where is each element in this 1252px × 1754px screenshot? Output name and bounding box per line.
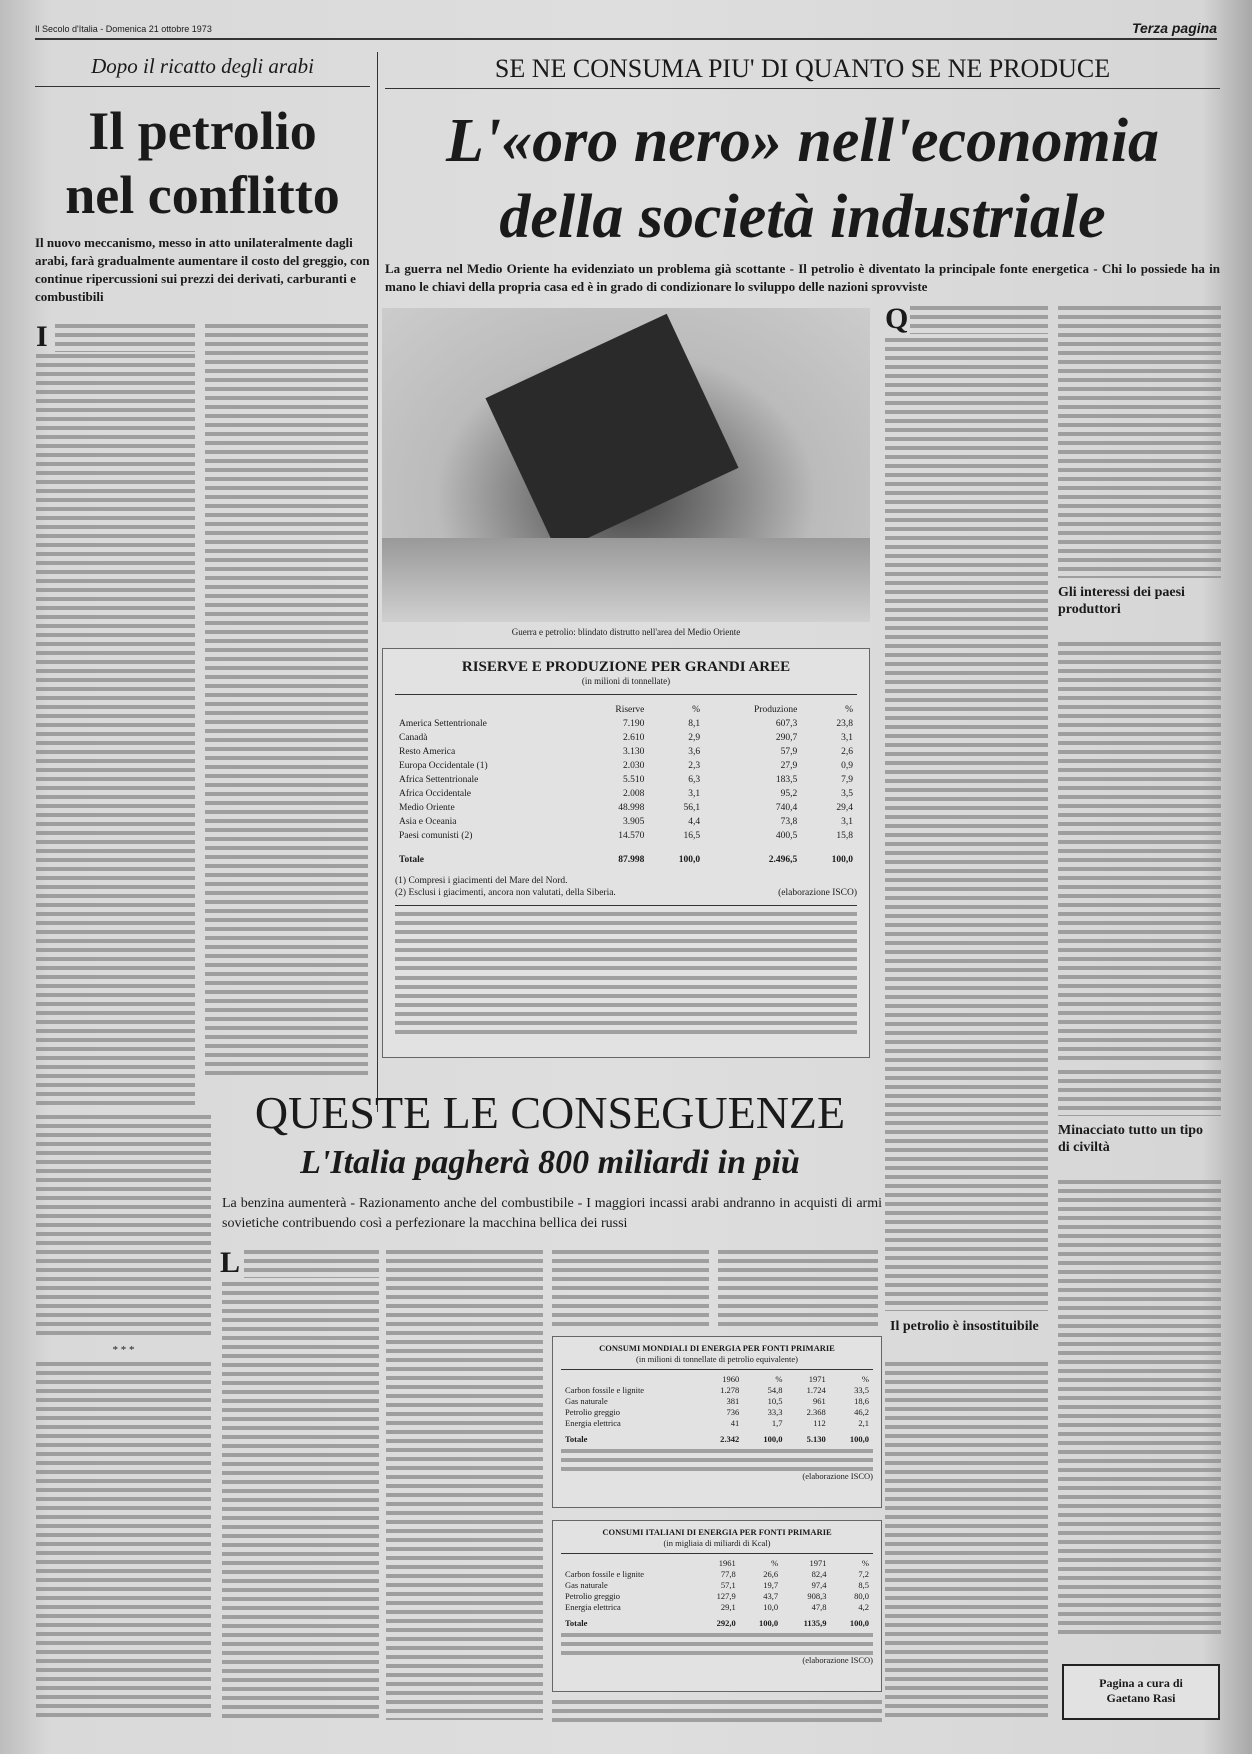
reserves-table-box bbox=[382, 648, 870, 1058]
table-cell: 7,2 bbox=[858, 1569, 869, 1579]
table-cell: 95,2 bbox=[780, 789, 798, 799]
table-title: RISERVE E PRODUZIONE PER GRANDI AREE bbox=[461, 659, 791, 675]
table-cell: 46,2 bbox=[854, 1407, 869, 1417]
table-source: (elaborazione ISCO) bbox=[802, 1655, 873, 1665]
table-cell: 3,5 bbox=[841, 789, 853, 799]
table-cell: 381 bbox=[726, 1396, 740, 1406]
page-header bbox=[35, 22, 1217, 36]
masthead-line: Il Secolo d'Italia - Domenica 21 ottobre 1973 bbox=[35, 24, 212, 34]
table-cell: 80,0 bbox=[854, 1591, 869, 1601]
main-title-2: della società industriale bbox=[499, 183, 1106, 251]
table-cell: 2,3 bbox=[688, 761, 701, 771]
article-body-text bbox=[36, 1362, 211, 1722]
table-row bbox=[561, 1418, 873, 1429]
table-cell: 1971 bbox=[809, 1558, 827, 1568]
article-body-text bbox=[36, 354, 195, 1110]
table-cell: 33,3 bbox=[767, 1407, 783, 1417]
bottom-title: QUESTE LE CONSEGUENZE bbox=[254, 1087, 846, 1138]
table-subtitle: (in milioni di tonnellate di petrolio equivalente) bbox=[636, 1354, 798, 1364]
table-cell: 29,4 bbox=[836, 803, 853, 813]
table-cell: % bbox=[861, 1374, 869, 1384]
table-cell: 48.998 bbox=[618, 803, 645, 813]
article-body-text bbox=[205, 324, 368, 1080]
table-cell: 736 bbox=[726, 1407, 740, 1417]
table-row bbox=[561, 1396, 873, 1407]
table-subtitle: (in milioni di tonnellate) bbox=[581, 676, 671, 686]
table-cell: 1961 bbox=[718, 1558, 736, 1568]
table-cell: 7.190 bbox=[623, 719, 645, 729]
table-total-row bbox=[395, 843, 857, 867]
divider bbox=[385, 88, 1220, 89]
table-row bbox=[561, 1385, 873, 1396]
left-title-1: Il petrolio bbox=[88, 101, 317, 161]
table-cell: Petrolio greggio bbox=[565, 1407, 621, 1417]
table-cell: 87.998 bbox=[618, 855, 645, 865]
italy-table bbox=[561, 1558, 873, 1629]
left-summary: Il nuovo meccanismo, messo in atto unilateralmente dagli arabi, farà gradualmente aumentare il costo del greggio, con continue ripercussioni sui prezzi dei derivati, carburanti e combustibili bbox=[35, 235, 370, 304]
table-cell: 292,0 bbox=[716, 1618, 736, 1628]
table-row bbox=[561, 1591, 873, 1602]
left-title-2: nel conflitto bbox=[65, 165, 340, 225]
table-cell: 19,7 bbox=[763, 1580, 779, 1590]
table-cell: 3.130 bbox=[623, 747, 645, 757]
table-cell: 26,6 bbox=[763, 1569, 779, 1579]
table-row bbox=[561, 1602, 873, 1613]
table-cell: 73,8 bbox=[780, 817, 798, 827]
table-cell: 3,1 bbox=[841, 733, 853, 743]
main-kicker: SE NE CONSUMA PIU' DI QUANTO SE NE PRODUCE bbox=[494, 54, 1111, 83]
bottom-summary: La benzina aumenterà - Razionamento anche del combustibile - I maggiori incassi arabi andranno in acquisti di armi sovietiche contribuendo così a perfezionare la macchina bellica dei russi bbox=[222, 1196, 882, 1231]
subhead: Minacciato tutto un tipo di civiltà bbox=[1058, 1123, 1204, 1155]
table-cell: 740,4 bbox=[775, 803, 798, 813]
table-cell: Totale bbox=[399, 855, 424, 865]
table-cell: Africa Occidentale bbox=[399, 789, 471, 799]
article-body-text bbox=[1058, 1070, 1221, 1116]
table-cell: 6,3 bbox=[688, 775, 701, 785]
header-rule bbox=[35, 38, 1217, 40]
ground bbox=[382, 538, 870, 622]
table-cell: 2.342 bbox=[720, 1434, 740, 1444]
table-cell: % bbox=[775, 1374, 783, 1384]
article-body-text bbox=[552, 1250, 709, 1328]
table-header-row bbox=[561, 1558, 873, 1569]
table-header-row bbox=[395, 703, 857, 717]
dropcap: L bbox=[220, 1246, 241, 1279]
table-cell: 961 bbox=[812, 1396, 826, 1406]
bottom-subtitle: L'Italia pagherà 800 miliardi in più bbox=[300, 1144, 800, 1181]
table-cell: 607,3 bbox=[775, 719, 798, 729]
article-body-text bbox=[561, 1449, 873, 1471]
left-kicker: Dopo il ricatto degli arabi bbox=[91, 54, 314, 78]
divider bbox=[35, 86, 370, 87]
table-source: (elaborazione ISCO) bbox=[778, 888, 857, 898]
table-row bbox=[395, 773, 857, 787]
table-cell: 2,9 bbox=[688, 733, 701, 743]
table-title: CONSUMI ITALIANI DI ENERGIA PER FONTI PRIMARIE bbox=[602, 1527, 832, 1537]
table-cell: 1960 bbox=[722, 1374, 740, 1384]
table-cell: 57,9 bbox=[780, 747, 798, 757]
table-cell: Africa Settentrionale bbox=[399, 775, 479, 785]
table-row bbox=[561, 1580, 873, 1591]
table-cell: 2.496,5 bbox=[768, 855, 798, 865]
table-cell: 100,0 bbox=[678, 855, 701, 865]
main-summary: La guerra nel Medio Oriente ha evidenziato un problema già scottante - Il petrolio è diventato la principale fonte energetica - Chi lo possiede ha in mano le chiavi della propria casa ed è in grado di condizionare lo sviluppo delle nazioni sprovviste bbox=[385, 261, 1220, 294]
table-row bbox=[395, 801, 857, 815]
table-note: (1) Compresi i giacimenti del Mare del Nord. bbox=[395, 876, 568, 886]
table-cell: 16,5 bbox=[683, 831, 701, 841]
table-title: CONSUMI MONDIALI DI ENERGIA PER FONTI PRIMARIE bbox=[599, 1343, 835, 1353]
table-row bbox=[395, 829, 857, 843]
table-total-row bbox=[561, 1613, 873, 1629]
table-cell: 100,0 bbox=[831, 855, 853, 865]
table-cell: 2.008 bbox=[623, 789, 645, 799]
table-cell: 1.278 bbox=[720, 1385, 740, 1395]
table-cell: 127,9 bbox=[716, 1591, 736, 1601]
table-cell: 0,9 bbox=[841, 761, 853, 771]
table-cell: Energia elettrica bbox=[565, 1418, 621, 1428]
table-header-row bbox=[561, 1374, 873, 1385]
table-cell: 33,5 bbox=[854, 1385, 869, 1395]
table-cell: 43,7 bbox=[763, 1591, 779, 1601]
table-cell: Resto America bbox=[399, 747, 456, 757]
article-body-text bbox=[36, 1115, 211, 1340]
table-cell: America Settentrionale bbox=[399, 719, 487, 729]
table-cell: 5.130 bbox=[806, 1434, 826, 1444]
table-cell: 29,1 bbox=[720, 1602, 736, 1612]
table-cell: Europa Occidentale (1) bbox=[399, 761, 488, 771]
table-cell: Medio Oriente bbox=[399, 803, 455, 813]
table-cell: % bbox=[861, 1558, 869, 1568]
table-cell: 27,9 bbox=[780, 761, 798, 771]
credit-name: Gaetano Rasi bbox=[1106, 1691, 1176, 1705]
table-cell: 47,8 bbox=[811, 1602, 827, 1612]
article-body-text bbox=[222, 1282, 379, 1720]
table-row bbox=[395, 787, 857, 801]
table-cell: 1,7 bbox=[771, 1418, 783, 1428]
table-cell bbox=[561, 1374, 700, 1385]
table-cell: 908,3 bbox=[807, 1591, 827, 1601]
table-row bbox=[395, 717, 857, 731]
article-body-text bbox=[55, 324, 195, 352]
table-row bbox=[395, 815, 857, 829]
table-cell: 112 bbox=[813, 1418, 826, 1428]
table-cell: Canadà bbox=[399, 733, 428, 743]
table-cell bbox=[395, 703, 578, 717]
table-cell: % bbox=[845, 705, 853, 715]
table-cell: Carbon fossile e lignite bbox=[565, 1385, 645, 1395]
page-credit-box bbox=[1062, 1664, 1220, 1720]
table-cell: Carbon fossile e lignite bbox=[565, 1569, 645, 1579]
dropcap: I bbox=[36, 320, 48, 353]
subhead: Gli interessi dei paesi produttori bbox=[1058, 585, 1185, 617]
dropcap: Q bbox=[885, 302, 909, 335]
italy-table-box bbox=[552, 1520, 882, 1692]
table-cell bbox=[561, 1558, 697, 1569]
table-cell: 77,8 bbox=[720, 1569, 736, 1579]
table-cell: 2.030 bbox=[623, 761, 645, 771]
table-cell: 8,5 bbox=[858, 1580, 869, 1590]
table-cell: 10,5 bbox=[767, 1396, 783, 1406]
table-cell: % bbox=[692, 705, 701, 715]
world-table bbox=[561, 1374, 873, 1445]
article-body-text bbox=[885, 338, 1048, 1080]
table-cell: Asia e Oceania bbox=[399, 817, 457, 827]
table-cell: 82,4 bbox=[811, 1569, 827, 1579]
table-cell: 54,8 bbox=[767, 1385, 783, 1395]
table-cell: 100,0 bbox=[759, 1618, 779, 1628]
table-cell: % bbox=[771, 1558, 779, 1568]
table-cell: 97,4 bbox=[811, 1580, 827, 1590]
table-cell: 100,0 bbox=[763, 1434, 783, 1444]
table-row bbox=[395, 759, 857, 773]
article-body-text bbox=[244, 1250, 379, 1278]
photo-caption: Guerra e petrolio: blindato distrutto nell'area del Medio Oriente bbox=[511, 627, 741, 637]
article-body-text bbox=[1058, 642, 1221, 1064]
table-cell: 100,0 bbox=[849, 1618, 869, 1628]
section-label: Terza pagina bbox=[1131, 20, 1217, 36]
main-title-1: L'«oro nero» nell'economia bbox=[446, 107, 1159, 175]
table-cell: Energia elettrica bbox=[565, 1602, 621, 1612]
table-cell: 8,1 bbox=[688, 719, 701, 729]
table-source: (elaborazione ISCO) bbox=[802, 1471, 873, 1481]
table-cell: Gas naturale bbox=[565, 1396, 608, 1406]
table-cell: 2.610 bbox=[623, 733, 645, 743]
table-cell: 3,1 bbox=[688, 789, 701, 799]
article-body-text bbox=[561, 1633, 873, 1655]
table-cell: 3,1 bbox=[841, 817, 853, 827]
table-cell: Gas naturale bbox=[565, 1580, 608, 1590]
article-body-text bbox=[718, 1250, 878, 1328]
article-body-text bbox=[1058, 306, 1221, 578]
table-cell: 10,0 bbox=[763, 1602, 779, 1612]
table-note: (2) Esclusi i giacimenti, ancora non valutati, della Siberia. bbox=[395, 888, 616, 898]
table-cell: 7,9 bbox=[841, 775, 853, 785]
table-cell: 2.368 bbox=[806, 1407, 826, 1417]
article-body-text bbox=[910, 306, 1048, 334]
photo-destroyed-tank bbox=[382, 308, 870, 622]
table-cell: Totale bbox=[565, 1618, 588, 1628]
table-subtitle: (in migliaia di miliardi di Kcal) bbox=[663, 1538, 771, 1548]
table-cell: 1135,9 bbox=[803, 1618, 827, 1628]
article-body-text bbox=[386, 1250, 543, 1720]
credit-line: Pagina a cura di bbox=[1099, 1676, 1183, 1690]
article-body-text bbox=[552, 1700, 882, 1722]
table-cell: 56,1 bbox=[683, 803, 701, 813]
article-body-text bbox=[885, 1085, 1048, 1311]
table-cell: Petrolio greggio bbox=[565, 1591, 621, 1601]
article-body-text bbox=[1058, 1180, 1221, 1635]
world-table-box bbox=[552, 1336, 882, 1508]
tank-shape bbox=[485, 314, 738, 553]
table-cell: 14.570 bbox=[618, 831, 645, 841]
separator: * * * bbox=[112, 1344, 135, 1356]
table-cell: 5.510 bbox=[623, 775, 645, 785]
table-cell: 183,5 bbox=[775, 775, 798, 785]
reserves-table bbox=[395, 703, 857, 867]
table-cell: Totale bbox=[565, 1434, 588, 1444]
table-row bbox=[395, 745, 857, 759]
table-cell: 100,0 bbox=[849, 1434, 869, 1444]
table-cell: 290,7 bbox=[775, 733, 798, 743]
article-body-text bbox=[395, 912, 857, 970]
table-cell: 1.724 bbox=[806, 1385, 826, 1395]
article-body-text bbox=[395, 976, 857, 1034]
table-cell: 3.905 bbox=[623, 817, 645, 827]
table-cell: 18,6 bbox=[854, 1396, 869, 1406]
table-cell: 57,1 bbox=[720, 1580, 736, 1590]
table-cell: 2,6 bbox=[841, 747, 853, 757]
table-cell: 4,2 bbox=[858, 1602, 869, 1612]
article-body-text bbox=[885, 1362, 1048, 1722]
table-cell: 41 bbox=[730, 1418, 740, 1428]
subhead: Il petrolio è insostituibile bbox=[890, 1319, 1039, 1334]
table-cell: Produzione bbox=[754, 705, 798, 715]
table-cell: 400,5 bbox=[775, 831, 798, 841]
column-divider bbox=[377, 52, 378, 1112]
table-cell: 15,8 bbox=[836, 831, 853, 841]
table-row bbox=[395, 731, 857, 745]
table-row bbox=[561, 1407, 873, 1418]
table-row bbox=[561, 1569, 873, 1580]
table-cell: Paesi comunisti (2) bbox=[399, 831, 473, 841]
table-cell: Riserve bbox=[615, 705, 645, 715]
table-total-row bbox=[561, 1429, 873, 1445]
table-cell: 4,4 bbox=[688, 817, 701, 827]
table-cell: 1971 bbox=[808, 1374, 826, 1384]
table-cell: 2,1 bbox=[858, 1418, 869, 1428]
table-cell: 23,8 bbox=[836, 719, 853, 729]
table-cell: 3,6 bbox=[688, 747, 701, 757]
